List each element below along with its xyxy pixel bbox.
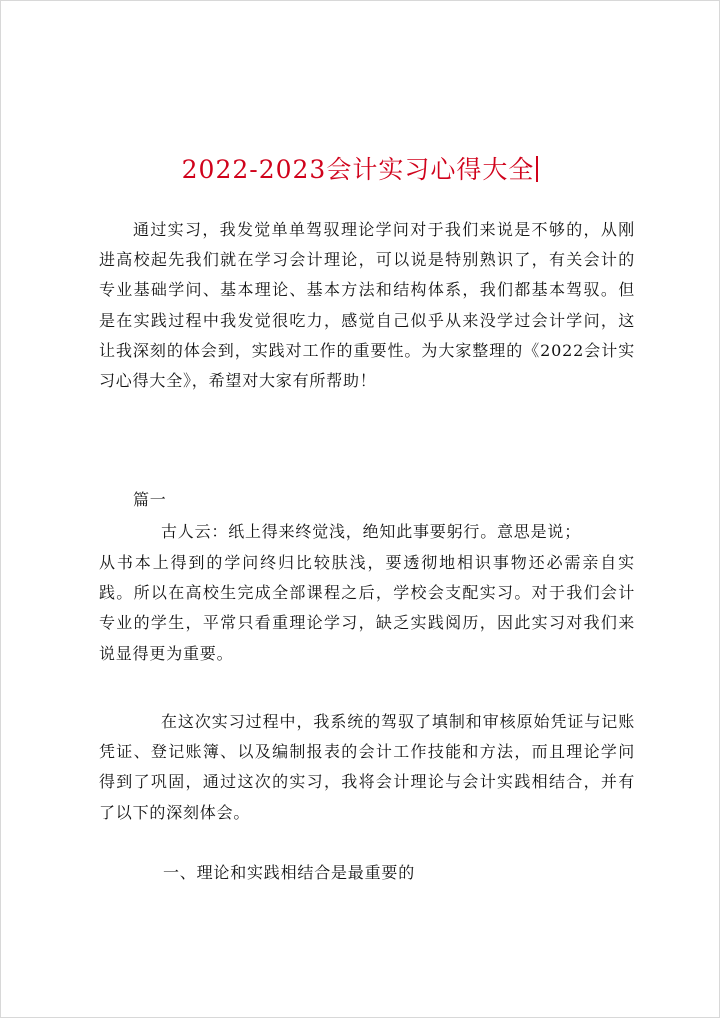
section-heading: 篇一 <box>133 490 167 509</box>
text-cursor <box>536 156 538 182</box>
body-paragraph-1: 从书本上得到的学问终归比较肤浅，要透彻地相识事物还必需亲自实践。所以在高校生完成全部课程之后，学校会支配实习。对于我们会计专业的学生，平常只看重理论学习，缺乏实践阅历，因此实习对我们来说显得更为重要。 <box>99 553 635 663</box>
document-title-text: 2022-2023会计实习心得大全 <box>181 155 535 184</box>
quote-line: 古人云：纸上得来终觉浅，绝知此事要躬行。意思是说； <box>161 522 582 541</box>
subheading: 一、理论和实践相结合是最重要的 <box>163 863 416 882</box>
intro-paragraph: 通过实习，我发觉单单驾驭理论学问对于我们来说是不够的，从刚进高校起先我们就在学习会计理论，可以说是特别熟识了，有关会计的专业基础学问、基本理论、基本方法和结构体系，我们都基本驾驭。但是在实践过程中我发觉很吃力，感觉自己似乎从来没学过会计学问，这让我深刻的体会到，实践对工作的重要性。为大家整理的《2022会计实习心得大全》，希望对大家有所帮助！ <box>99 220 635 391</box>
body-paragraph-2: 在这次实习过程中，我系统的驾驭了填制和审核原始凭证与记账凭证、登记账簿、以及编制报表的会计工作技能和方法，而且理论学问得到了巩固，通过这次的实习，我将会计理论与会计实践相结合，并有了以下的深刻体会。 <box>99 712 635 822</box>
document-title <box>1 153 719 187</box>
